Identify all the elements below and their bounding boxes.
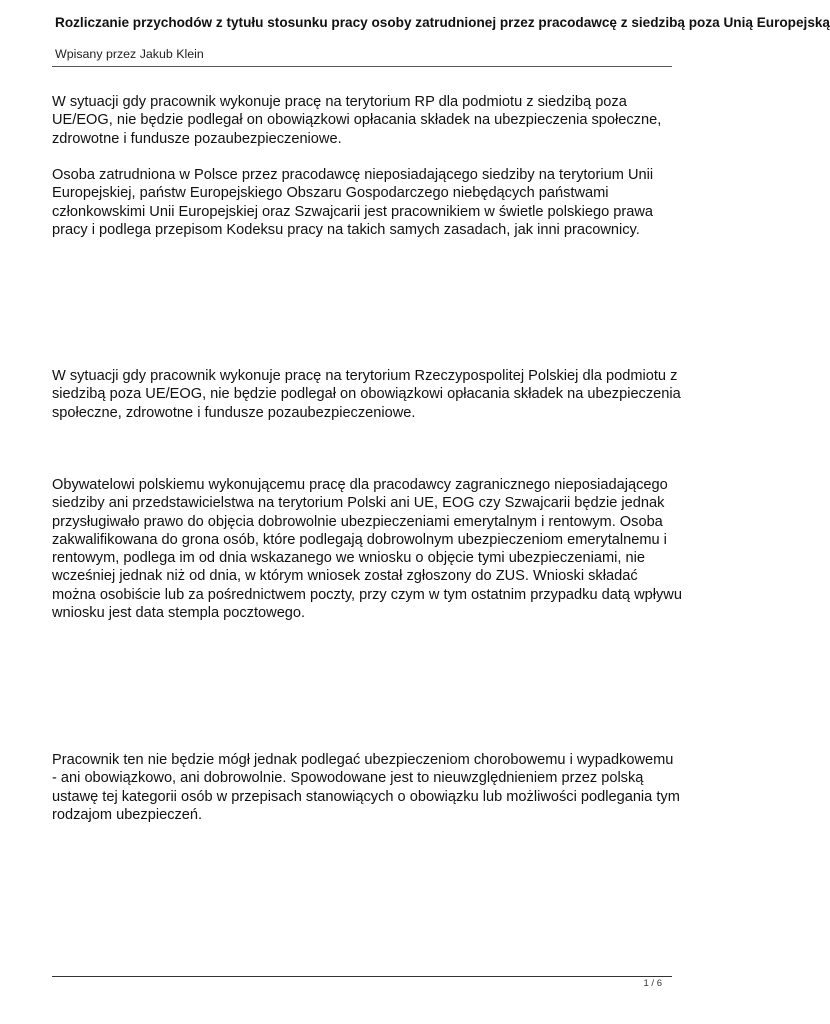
header-divider [52,66,672,67]
paragraph-4: Obywatelowi polskiemu wykonującemu pracę dla pracodawcy zagranicznego nieposiadającego siedziby ani przedstawicielstwa na terytorium Polski ani UE, EOG czy Szwajcarii będzie jednak przysługiwało prawo do objęcia dobrowolnie ubezpieczeniami emerytalnym i rentowym. Osoba zakwalifikowana do grona osób, które podlegają dobrowolnym ubezpieczeniom emerytalnemu i rentowym, podlega im od dnia wskazanego we wniosku o objęcie tymi ubezpieczeniami, nie wcześniej jednak niż od dnia, w którym wniosek został zgłoszony do ZUS. Wnioski składać można osobiście lub za pośrednictwem poczty, przy czym w tym ostatnim przypadku datą wpływu wniosku jest data stempla pocztowego. [52,477,682,622]
paragraph-5: Pracownik ten nie będzie mógł jednak podlegać ubezpieczeniom chorobowemu i wypadkowemu - ani obowiązkowo, ani dobrowolnie. Spowodowane jest to nieuwzględnieniem przez polską ustawę tej kategorii osób w przepisach stanowiących o obowiązku lub możliwości podlegania tym rodzajom ubezpieczeń. [52,752,680,823]
page-number: 1 / 6 [643,978,662,989]
paragraph-3: W sytuacji gdy pracownik wykonuje pracę na terytorium Rzeczypospolitej Polskiej dla podmiotu z siedzibą poza UE/EOG, nie będzie podlegał on obowiązkowi opłacania składek na ubezpieczenia społeczne, zdrowotne i fundusze pozaubezpieczeniowe. [52,368,681,421]
author-line: Wpisany przez Jakub Klein [55,47,204,61]
footer-divider [52,976,672,977]
paragraph-1: W sytuacji gdy pracownik wykonuje pracę na terytorium RP dla podmiotu z siedzibą poza UE/EOG, nie będzie podlegał on obowiązkowi opłacania składek na ubezpieczenia społeczne, zdrowotne i fundusze pozaubezpieczeniowe. [52,94,662,147]
document-title: Rozliczanie przychodów z tytułu stosunku pracy osoby zatrudnionej przez pracodawcę z siedzibą poza Unią Europejską [55,15,830,30]
paragraph-2: Osoba zatrudniona w Polsce przez pracodawcę nieposiadającego siedziby na terytorium Unii Europejskiej, państw Europejskiego Obszaru Gospodarczego niebędących państwami członkowskimi Unii Europejskiej oraz Szwajcarii jest pracownikiem w świetle polskiego prawa pracy i podlega przepisom Kodeksu pracy na takich samych zasadach, jak inni pracownicy. [52,167,654,238]
